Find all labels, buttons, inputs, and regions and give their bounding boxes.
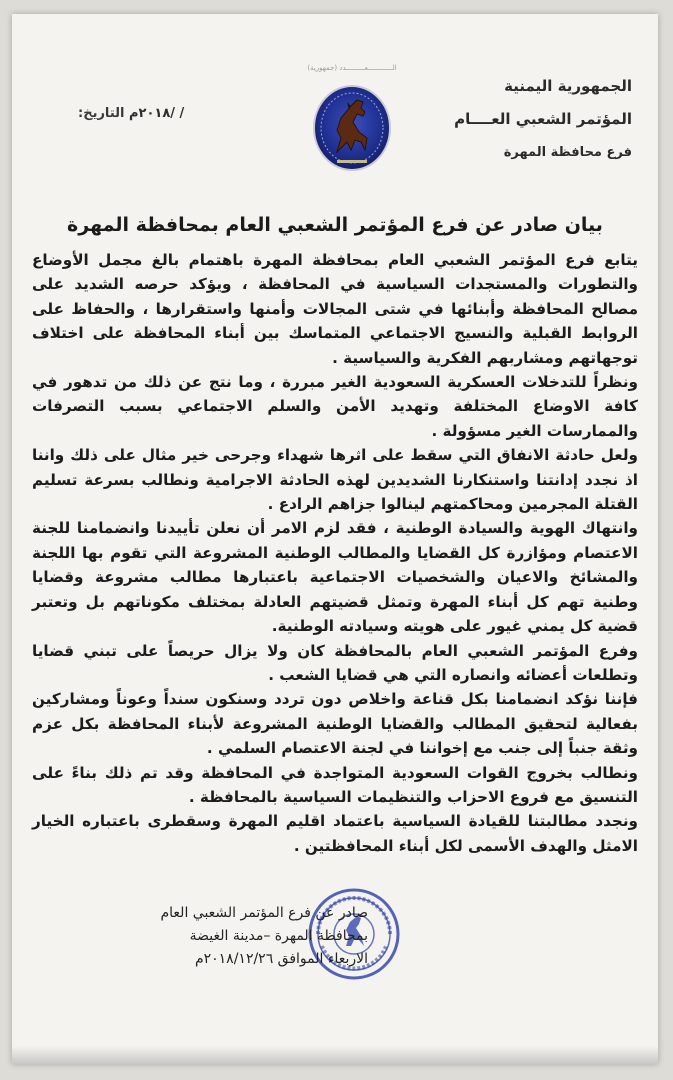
- letter-sheet: [12, 14, 658, 1064]
- letter-date: [78, 106, 210, 121]
- paragraph: ونطالب بخروج القوات السعودية المتواجدة في المحافظة وقد تم ذلك بناءً على التنسيق مع فروع الاحزاب والتنظيمات السياسية بالمحافظة .: [32, 763, 638, 806]
- statement-title: بيان صادر عن فرع المؤتمر الشعبي العام بمحافظة المهرة: [67, 214, 603, 236]
- letterhead-party: المؤتمر الشعبي العــــام: [454, 110, 632, 128]
- signature-line: صادر عن فرع المؤتمر الشعبي العام: [160, 905, 368, 921]
- paragraph: فإننا نؤكد انضمامنا بكل قناعة واخلاص دون تردد وسنكون سنداً وعوناً ومشاركين بفعالية لتحقيق المطالب والقضايا الوطنية المشروعة لأبناء المحافظة بكل عزم وثقة جنباً إلى جنب مع إخواننا في لجنة الاعتصام السلمي .: [32, 690, 638, 758]
- horse-emblem-icon: [307, 82, 397, 178]
- signature-date: الاربعاء الموافق ٢٠١٨/١٢/٢٦م: [194, 951, 368, 967]
- statement-body: [32, 248, 638, 858]
- date-label: التاريخ:: [78, 106, 125, 121]
- paragraph: ولعل حادثة الانفاق التي سقط على اثرها شهداء وجرحى خير مثال على ذلك واننا اذ نجدد إدانتنا واستنكارنا الشديدين لهذه الحادثة الاجرامية ونطالب بسرعة تسليم القتلة المجرمين ومحاكمتهم لينالوا جزاهم الرادع .: [32, 446, 638, 514]
- letterhead-top-strip: الــــــــــــعـــــــــدد (جمهورية): [307, 64, 397, 72]
- paragraph: ونظراً للتدخلات العسكرية السعودية الغير مبررة ، وما نتج عن ذلك من تدهور في كافة الاوضاع المختلفة وتهديد الأمن والسلم الاجتماعي بسبب التصرفات والممارسات الغير مسؤولة .: [32, 373, 638, 440]
- letterhead-country: الجمهورية اليمنية: [504, 77, 632, 95]
- signature-block: [108, 902, 368, 971]
- letterhead-block: [454, 70, 632, 169]
- paragraph: ونجدد مطالبتنا للقيادة السياسية باعتماد اقليم المهرة وسقطرى باعتباره الخيار الامثل والهدف الأسمى لكل أبناء المحافظتين .: [32, 812, 638, 855]
- paragraph: وانتهاك الهوية والسيادة الوطنية ، فقد لزم الامر أن نعلن تأييدنا وانضمامنا للجنة الاعتصام ومؤازرة كل القضايا والمطالب الوطنية المشروعة التي تقوم بها اللجنة والمشائخ والاعيان والشخصيات الاجتماعية باعتبارها مطالب مشروعة وقضايا وطنية تهم كل أبناء المهرة وتمثل قضيتهم العادلة بمختلف مكوناتهم بل وتعتبر قضية كل يمني غيور على هويته وسيادته الوطنية.: [32, 519, 638, 636]
- date-value: / /٢٠١٨م: [129, 106, 185, 121]
- paragraph: يتابع فرع المؤتمر الشعبي العام بمحافظة المهرة باهتمام بالغ مجمل الأوضاع والتطورات والمستجدات السياسية في المحافظة ، ويؤكد حرصه الشديد على مصالح المحافظة وأبنائها في شتى المجالات وأمنها واستقرارها ، والحفاظ على الروابط القبلية والنسيج الاجتماعي المتماسك بين أبناء المحافظة على اختلاف توجهاتهم ومشاربهم الفكرية والسياسية .: [32, 251, 638, 367]
- letterhead-branch: فرع محافظة المهرة: [503, 145, 632, 160]
- paragraph: وفرع المؤتمر الشعبي العام بالمحافظة كان ولا يزال حريصاً على تبني قضايا وتطلعات أعضائه وانصاره التي هي قضايا الشعب .: [32, 641, 638, 684]
- signature-line: بمحافظة المهرة –مدينة الغيضة: [189, 928, 368, 944]
